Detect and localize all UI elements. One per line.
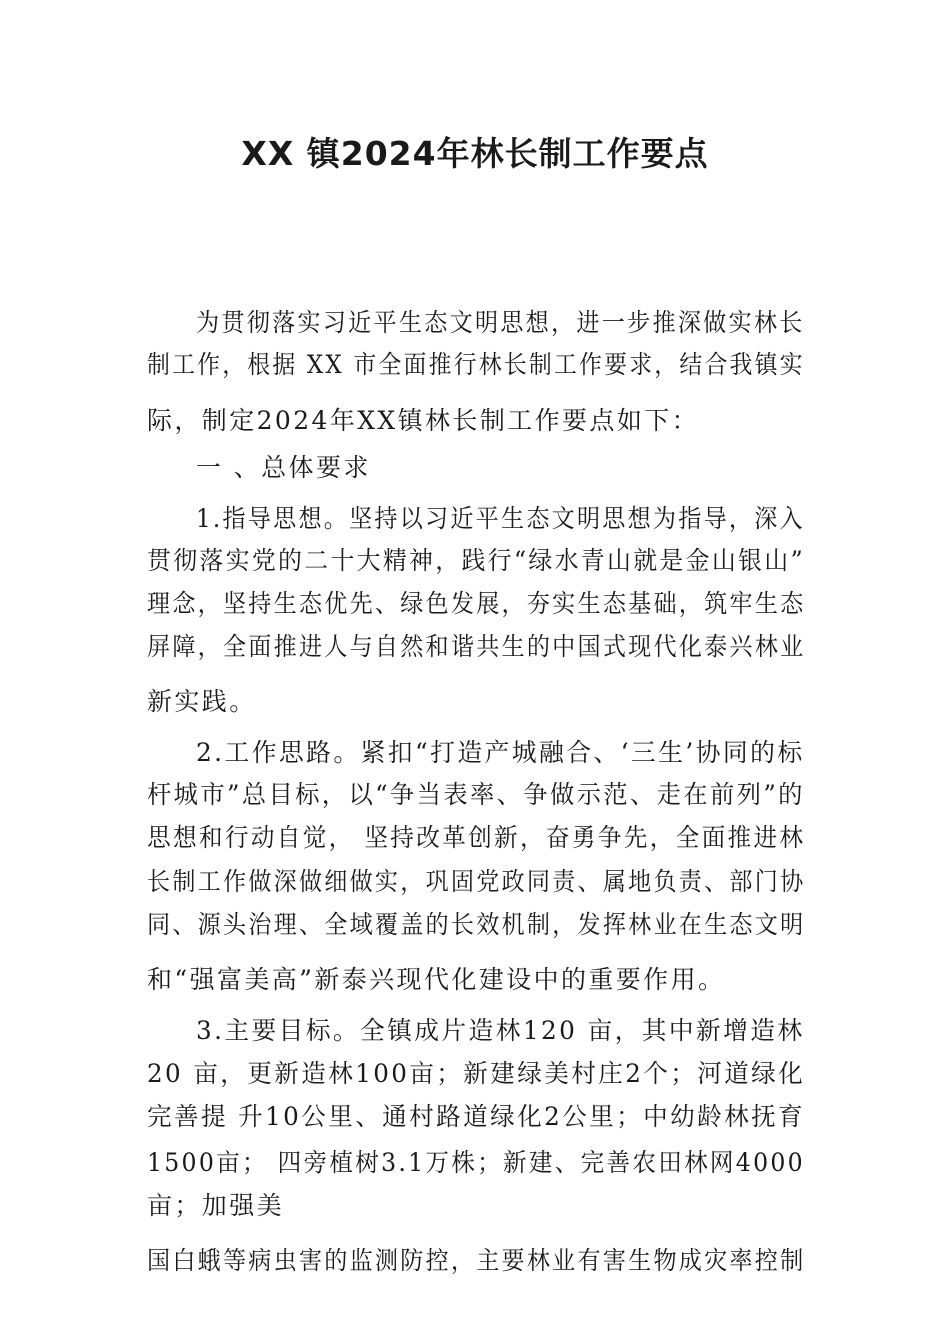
- paragraph-line: 为贯彻落实习近平生态文明思想，进一步推深做实林长: [196, 308, 805, 337]
- paragraph-line: 思想和行动自觉， 坚持改革创新，奋勇争先，全面推进林: [147, 823, 806, 852]
- section-heading: 一 、总体要求: [196, 453, 371, 482]
- paragraph-line: 贯彻落实党的二十大精神，践行“绿水青山就是金山银山”: [147, 546, 805, 575]
- paragraph-line: 杆城市”总目标，以“争当表率、争做示范、走在前列”的: [147, 780, 805, 809]
- paragraph-line: 新实践。: [147, 687, 257, 716]
- paragraph-line: 际，制定2024年XX镇林长制工作要点如下：: [147, 406, 700, 435]
- paragraph-line: 2.工作思路。紧扣“打造产城融合、‘三生’协同的标: [196, 738, 805, 767]
- paragraph-line: 同、源头治理、全域覆盖的长效机制，发挥林业在生态文明: [147, 910, 806, 939]
- paragraph-line: 亩；加强美: [147, 1191, 285, 1220]
- paragraph-line: 1500亩； 四旁植树3.1万株；新建、完善农田林网4000: [147, 1148, 805, 1177]
- paragraph-line: 屏障，全面推进人与自然和谐共生的中国式现代化泰兴林业: [147, 632, 806, 661]
- paragraph-line: 20 亩，更新造林100亩；新建绿美村庄2个；河道绿化: [147, 1059, 806, 1088]
- paragraph-line: 理念，坚持生态优先、绿色发展，夯实生态基础，筑牢生态: [147, 589, 806, 618]
- paragraph-line: 长制工作做深做细做实，巩固党政同责、属地负责、部门协: [147, 867, 806, 896]
- document-title: XX 镇2024年林长制工作要点: [241, 134, 709, 173]
- paragraph-line: 和“强富美高”新泰兴现代化建设中的重要作用。: [147, 965, 726, 994]
- paragraph-line: 完善提 升10公里、通村路道绿化2公里；中幼龄林抚育: [147, 1102, 806, 1131]
- paragraph-line: 1.指导思想。坚持以习近平生态文明思想为指导，深入: [196, 504, 805, 533]
- paragraph-line: 制工作，根据 XX 市全面推行林长制工作要求，结合我镇实: [147, 350, 805, 379]
- paragraph-line: 国白蛾等病虫害的监测防控，主要林业有害生物成灾率控制: [147, 1246, 806, 1275]
- paragraph-line: 3.主要目标。全镇成片造林120 亩，其中新增造林: [196, 1016, 805, 1045]
